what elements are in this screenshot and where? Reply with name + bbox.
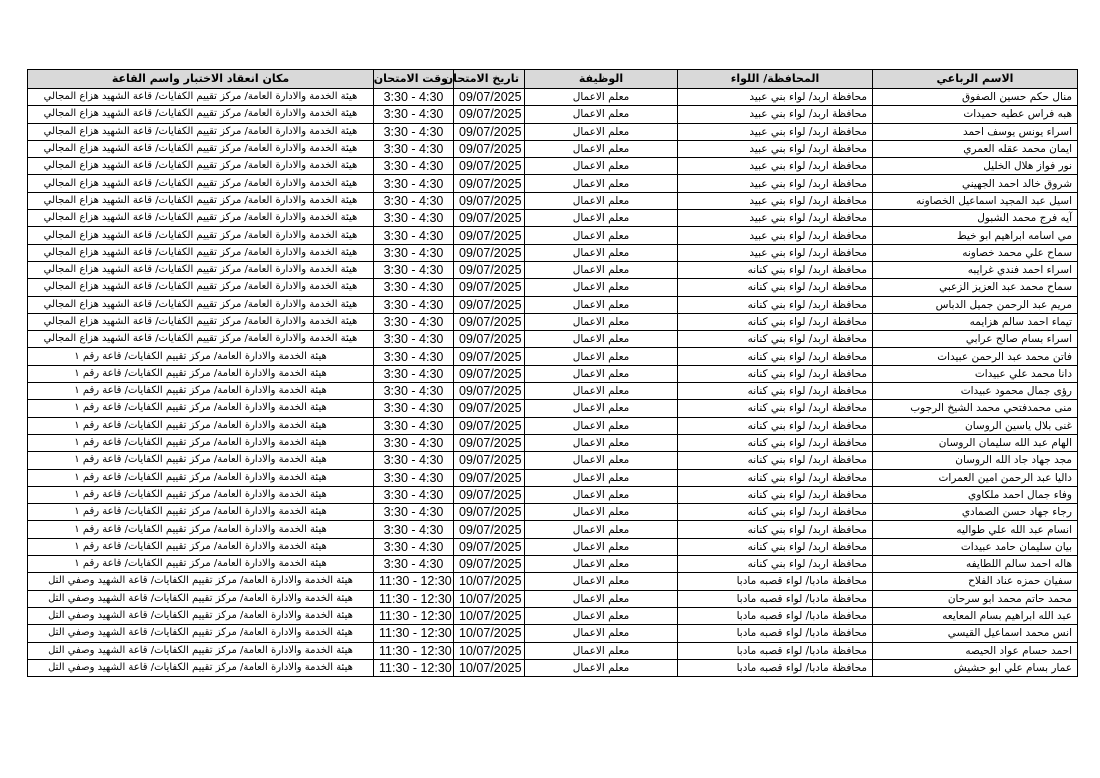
cell-exam-time: 3:30 - 4:30 — [374, 244, 454, 261]
cell-job: معلم الاعمال — [525, 140, 678, 157]
table-row — [28, 348, 1078, 365]
cell-exam-date: 10/07/2025 — [454, 625, 525, 642]
cell-name: غنى بلال ياسين الروسان — [873, 417, 1078, 434]
cell-exam-time: 3:30 - 4:30 — [374, 123, 454, 140]
cell-exam-time: 11:30 - 12:30 — [374, 590, 454, 607]
table-row — [28, 140, 1078, 157]
table-row — [28, 452, 1078, 469]
cell-exam-place: هيئة الخدمة والادارة العامة/ مركز تقييم الكفايات/ قاعة رقم ١ — [28, 434, 374, 451]
cell-exam-time: 11:30 - 12:30 — [374, 625, 454, 642]
cell-job: معلم الاعمال — [525, 659, 678, 676]
cell-exam-place: هيئة الخدمة والادارة العامة/ مركز تقييم الكفايات/ قاعة الشهيد وصفي التل — [28, 659, 374, 676]
cell-exam-place: هيئة الخدمة والادارة العامة/ مركز تقييم الكفايات/ قاعة رقم ١ — [28, 486, 374, 503]
cell-exam-place: هيئة الخدمة والادارة العامة/ مركز تقييم الكفايات/ قاعة الشهيد هزاع المجالي — [28, 244, 374, 261]
cell-governorate: محافظة اربد/ لواء بني عبيد — [678, 210, 873, 227]
cell-exam-date: 10/07/2025 — [454, 642, 525, 659]
cell-governorate: محافظة اربد/ لواء بني كنانه — [678, 469, 873, 486]
cell-exam-place: هيئة الخدمة والادارة العامة/ مركز تقييم الكفايات/ قاعة الشهيد هزاع المجالي — [28, 279, 374, 296]
cell-job: معلم الاعمال — [525, 158, 678, 175]
cell-name: هاله احمد سالم اللطايفه — [873, 556, 1078, 573]
cell-job: معلم الاعمال — [525, 89, 678, 106]
cell-exam-place: هيئة الخدمة والادارة العامة/ مركز تقييم الكفايات/ قاعة الشهيد هزاع المجالي — [28, 227, 374, 244]
cell-name: الهام عبد الله سليمان الروسان — [873, 434, 1078, 451]
cell-exam-date: 09/07/2025 — [454, 331, 525, 348]
cell-exam-time: 3:30 - 4:30 — [374, 175, 454, 192]
cell-job: معلم الاعمال — [525, 504, 678, 521]
table-row — [28, 227, 1078, 244]
cell-exam-time: 3:30 - 4:30 — [374, 504, 454, 521]
table-row — [28, 158, 1078, 175]
cell-name: آيه فرج محمد الشبول — [873, 210, 1078, 227]
cell-name: ايمان محمد عقله العمري — [873, 140, 1078, 157]
cell-governorate: محافظة اربد/ لواء بني كنانه — [678, 556, 873, 573]
cell-governorate: محافظة اربد/ لواء بني كنانه — [678, 383, 873, 400]
table-row — [28, 279, 1078, 296]
cell-job: معلم الاعمال — [525, 607, 678, 624]
cell-exam-time: 3:30 - 4:30 — [374, 521, 454, 538]
cell-name: محمد حاتم محمد ابو سرحان — [873, 590, 1078, 607]
cell-governorate: محافظة اربد/ لواء بني كنانه — [678, 417, 873, 434]
table-row — [28, 331, 1078, 348]
cell-exam-time: 3:30 - 4:30 — [374, 538, 454, 555]
cell-exam-time: 11:30 - 12:30 — [374, 659, 454, 676]
table-row — [28, 417, 1078, 434]
cell-exam-date: 09/07/2025 — [454, 417, 525, 434]
table-row — [28, 383, 1078, 400]
cell-governorate: محافظة اربد/ لواء بني كنانه — [678, 521, 873, 538]
cell-exam-place: هيئة الخدمة والادارة العامة/ مركز تقييم الكفايات/ قاعة رقم ١ — [28, 538, 374, 555]
cell-exam-place: هيئة الخدمة والادارة العامة/ مركز تقييم الكفايات/ قاعة الشهيد وصفي التل — [28, 590, 374, 607]
cell-name: سماح علي محمد خصاونه — [873, 244, 1078, 261]
cell-exam-date: 10/07/2025 — [454, 590, 525, 607]
cell-exam-time: 3:30 - 4:30 — [374, 279, 454, 296]
cell-job: معلم الاعمال — [525, 244, 678, 261]
exam-schedule-table — [27, 69, 1078, 677]
cell-governorate: محافظة مادبا/ لواء قصبه مادبا — [678, 625, 873, 642]
cell-job: معلم الاعمال — [525, 296, 678, 313]
cell-exam-time: 3:30 - 4:30 — [374, 89, 454, 106]
cell-exam-date: 09/07/2025 — [454, 123, 525, 140]
cell-governorate: محافظة اربد/ لواء بني كنانه — [678, 331, 873, 348]
cell-name: شروق خالد احمد الجهيني — [873, 175, 1078, 192]
cell-exam-date: 09/07/2025 — [454, 89, 525, 106]
cell-governorate: محافظة اربد/ لواء بني كنانه — [678, 348, 873, 365]
cell-job: معلم الاعمال — [525, 556, 678, 573]
table-row — [28, 538, 1078, 555]
cell-name: نور فواز هلال الخليل — [873, 158, 1078, 175]
cell-exam-place: هيئة الخدمة والادارة العامة/ مركز تقييم الكفايات/ قاعة الشهيد هزاع المجالي — [28, 192, 374, 209]
cell-name: منى محمدفتحي محمد الشيخ الرجوب — [873, 400, 1078, 417]
cell-job: معلم الاعمال — [525, 192, 678, 209]
cell-exam-place: هيئة الخدمة والادارة العامة/ مركز تقييم الكفايات/ قاعة الشهيد وصفي التل — [28, 642, 374, 659]
cell-governorate: محافظة اربد/ لواء بني عبيد — [678, 106, 873, 123]
header-governorate: المحافظة/ اللواء — [678, 70, 873, 89]
cell-job: معلم الاعمال — [525, 642, 678, 659]
cell-exam-date: 09/07/2025 — [454, 469, 525, 486]
cell-exam-place: هيئة الخدمة والادارة العامة/ مركز تقييم الكفايات/ قاعة رقم ١ — [28, 469, 374, 486]
cell-governorate: محافظة مادبا/ لواء قصبه مادبا — [678, 590, 873, 607]
cell-job: معلم الاعمال — [525, 313, 678, 330]
cell-exam-place: هيئة الخدمة والادارة العامة/ مركز تقييم الكفايات/ قاعة الشهيد هزاع المجالي — [28, 175, 374, 192]
cell-exam-place: هيئة الخدمة والادارة العامة/ مركز تقييم الكفايات/ قاعة الشهيد وصفي التل — [28, 573, 374, 590]
table-header-row — [28, 70, 1078, 89]
cell-job: معلم الاعمال — [525, 383, 678, 400]
cell-job: معلم الاعمال — [525, 521, 678, 538]
cell-job: معلم الاعمال — [525, 175, 678, 192]
cell-exam-time: 3:30 - 4:30 — [374, 452, 454, 469]
table-row — [28, 192, 1078, 209]
cell-exam-time: 3:30 - 4:30 — [374, 556, 454, 573]
cell-job: معلم الاعمال — [525, 469, 678, 486]
cell-exam-time: 3:30 - 4:30 — [374, 313, 454, 330]
cell-name: داليا عبد الرحمن امين العمرات — [873, 469, 1078, 486]
cell-governorate: محافظة اربد/ لواء بني كنانه — [678, 504, 873, 521]
table-row — [28, 313, 1078, 330]
cell-exam-place: هيئة الخدمة والادارة العامة/ مركز تقييم الكفايات/ قاعة الشهيد وصفي التل — [28, 625, 374, 642]
table-row — [28, 244, 1078, 261]
cell-exam-date: 09/07/2025 — [454, 383, 525, 400]
cell-job: معلم الاعمال — [525, 123, 678, 140]
exam-schedule-sheet — [27, 69, 1077, 677]
cell-name: اسراء يونس يوسف احمد — [873, 123, 1078, 140]
cell-name: هبه فراس عطيه حميدات — [873, 106, 1078, 123]
table-row — [28, 659, 1078, 676]
cell-job: معلم الاعمال — [525, 573, 678, 590]
cell-exam-date: 09/07/2025 — [454, 521, 525, 538]
cell-exam-date: 10/07/2025 — [454, 659, 525, 676]
cell-name: سماح محمد عبد العزيز الزعبي — [873, 279, 1078, 296]
table-row — [28, 486, 1078, 503]
cell-exam-place: هيئة الخدمة والادارة العامة/ مركز تقييم الكفايات/ قاعة الشهيد هزاع المجالي — [28, 331, 374, 348]
cell-exam-date: 09/07/2025 — [454, 365, 525, 382]
cell-exam-time: 3:30 - 4:30 — [374, 296, 454, 313]
cell-name: وفاء جمال احمد ملكاوي — [873, 486, 1078, 503]
cell-governorate: محافظة اربد/ لواء بني عبيد — [678, 244, 873, 261]
cell-exam-place: هيئة الخدمة والادارة العامة/ مركز تقييم الكفايات/ قاعة الشهيد هزاع المجالي — [28, 89, 374, 106]
cell-job: معلم الاعمال — [525, 486, 678, 503]
cell-governorate: محافظة اربد/ لواء بني كنانه — [678, 296, 873, 313]
cell-exam-place: هيئة الخدمة والادارة العامة/ مركز تقييم الكفايات/ قاعة الشهيد هزاع المجالي — [28, 261, 374, 278]
cell-name: منال حكم حسين الصفوق — [873, 89, 1078, 106]
cell-exam-time: 11:30 - 12:30 — [374, 642, 454, 659]
cell-exam-place: هيئة الخدمة والادارة العامة/ مركز تقييم الكفايات/ قاعة رقم ١ — [28, 348, 374, 365]
cell-name: مي اسامه ابراهيم ابو خيط — [873, 227, 1078, 244]
table-row — [28, 590, 1078, 607]
cell-job: معلم الاعمال — [525, 331, 678, 348]
cell-name: اسراء احمد فندي غرايبه — [873, 261, 1078, 278]
cell-governorate: محافظة اربد/ لواء بني عبيد — [678, 227, 873, 244]
cell-exam-date: 10/07/2025 — [454, 607, 525, 624]
table-row — [28, 469, 1078, 486]
cell-governorate: محافظة اربد/ لواء بني كنانه — [678, 486, 873, 503]
cell-job: معلم الاعمال — [525, 106, 678, 123]
cell-exam-date: 09/07/2025 — [454, 313, 525, 330]
cell-exam-place: هيئة الخدمة والادارة العامة/ مركز تقييم الكفايات/ قاعة رقم ١ — [28, 417, 374, 434]
cell-name: بيان سليمان حامد عبيدات — [873, 538, 1078, 555]
cell-exam-time: 11:30 - 12:30 — [374, 607, 454, 624]
header-name: الاسم الرباعي — [873, 70, 1078, 89]
cell-exam-time: 3:30 - 4:30 — [374, 140, 454, 157]
cell-exam-time: 11:30 - 12:30 — [374, 573, 454, 590]
cell-name: اسراء بسام صالح عرابي — [873, 331, 1078, 348]
cell-job: معلم الاعمال — [525, 365, 678, 382]
cell-name: احمد حسام عواد الحيصه — [873, 642, 1078, 659]
cell-exam-time: 3:30 - 4:30 — [374, 210, 454, 227]
cell-exam-time: 3:30 - 4:30 — [374, 365, 454, 382]
table-row — [28, 573, 1078, 590]
cell-name: سفيان حمزه عناد الفلاح — [873, 573, 1078, 590]
cell-name: عبد الله ابراهيم بسام المعايعه — [873, 607, 1078, 624]
cell-exam-date: 09/07/2025 — [454, 106, 525, 123]
cell-name: اسيل عبد المجيد اسماعيل الخصاونه — [873, 192, 1078, 209]
cell-exam-place: هيئة الخدمة والادارة العامة/ مركز تقييم الكفايات/ قاعة الشهيد هزاع المجالي — [28, 313, 374, 330]
cell-name: رجاء جهاد حسن الصمادي — [873, 504, 1078, 521]
cell-exam-date: 09/07/2025 — [454, 486, 525, 503]
cell-exam-date: 09/07/2025 — [454, 210, 525, 227]
cell-exam-date: 09/07/2025 — [454, 192, 525, 209]
cell-exam-time: 3:30 - 4:30 — [374, 469, 454, 486]
cell-exam-time: 3:30 - 4:30 — [374, 434, 454, 451]
cell-exam-date: 09/07/2025 — [454, 538, 525, 555]
cell-exam-date: 09/07/2025 — [454, 348, 525, 365]
cell-exam-date: 09/07/2025 — [454, 227, 525, 244]
cell-exam-date: 09/07/2025 — [454, 261, 525, 278]
table-row — [28, 261, 1078, 278]
table-row — [28, 642, 1078, 659]
table-row — [28, 504, 1078, 521]
table-row — [28, 365, 1078, 382]
table-row — [28, 106, 1078, 123]
header-exam-place: مكان انعقاد الاختبار واسم القاعة — [28, 70, 374, 89]
cell-job: معلم الاعمال — [525, 417, 678, 434]
table-row — [28, 625, 1078, 642]
cell-exam-time: 3:30 - 4:30 — [374, 106, 454, 123]
table-row — [28, 123, 1078, 140]
cell-exam-place: هيئة الخدمة والادارة العامة/ مركز تقييم الكفايات/ قاعة الشهيد هزاع المجالي — [28, 158, 374, 175]
cell-job: معلم الاعمال — [525, 400, 678, 417]
cell-job: معلم الاعمال — [525, 452, 678, 469]
cell-name: تيماء احمد سالم هزايمه — [873, 313, 1078, 330]
cell-governorate: محافظة اربد/ لواء بني عبيد — [678, 140, 873, 157]
cell-exam-time: 3:30 - 4:30 — [374, 417, 454, 434]
cell-exam-place: هيئة الخدمة والادارة العامة/ مركز تقييم الكفايات/ قاعة رقم ١ — [28, 365, 374, 382]
cell-exam-place: هيئة الخدمة والادارة العامة/ مركز تقييم الكفايات/ قاعة الشهيد هزاع المجالي — [28, 210, 374, 227]
cell-exam-date: 09/07/2025 — [454, 296, 525, 313]
cell-exam-place: هيئة الخدمة والادارة العامة/ مركز تقييم الكفايات/ قاعة الشهيد هزاع المجالي — [28, 140, 374, 157]
table-row — [28, 556, 1078, 573]
cell-name: دانا محمد علي عبيدات — [873, 365, 1078, 382]
cell-name: مجد جهاد جاد الله الروسان — [873, 452, 1078, 469]
cell-name: رؤى جمال محمود عبيدات — [873, 383, 1078, 400]
cell-job: معلم الاعمال — [525, 227, 678, 244]
cell-exam-place: هيئة الخدمة والادارة العامة/ مركز تقييم الكفايات/ قاعة رقم ١ — [28, 556, 374, 573]
cell-name: عمار بسام علي ابو حشيش — [873, 659, 1078, 676]
cell-exam-place: هيئة الخدمة والادارة العامة/ مركز تقييم الكفايات/ قاعة رقم ١ — [28, 521, 374, 538]
cell-governorate: محافظة مادبا/ لواء قصبه مادبا — [678, 642, 873, 659]
cell-governorate: محافظة اربد/ لواء بني كنانه — [678, 365, 873, 382]
header-exam-date: تاريخ الامتحان — [454, 70, 525, 89]
table-row — [28, 521, 1078, 538]
cell-exam-time: 3:30 - 4:30 — [374, 261, 454, 278]
cell-exam-place: هيئة الخدمة والادارة العامة/ مركز تقييم الكفايات/ قاعة الشهيد هزاع المجالي — [28, 106, 374, 123]
cell-governorate: محافظة مادبا/ لواء قصبه مادبا — [678, 573, 873, 590]
cell-job: معلم الاعمال — [525, 538, 678, 555]
cell-exam-time: 3:30 - 4:30 — [374, 383, 454, 400]
cell-job: معلم الاعمال — [525, 348, 678, 365]
cell-exam-time: 3:30 - 4:30 — [374, 331, 454, 348]
cell-governorate: محافظة مادبا/ لواء قصبه مادبا — [678, 659, 873, 676]
cell-exam-place: هيئة الخدمة والادارة العامة/ مركز تقييم الكفايات/ قاعة رقم ١ — [28, 452, 374, 469]
cell-exam-date: 09/07/2025 — [454, 400, 525, 417]
cell-exam-time: 3:30 - 4:30 — [374, 227, 454, 244]
cell-exam-place: هيئة الخدمة والادارة العامة/ مركز تقييم الكفايات/ قاعة الشهيد وصفي التل — [28, 607, 374, 624]
cell-exam-place: هيئة الخدمة والادارة العامة/ مركز تقييم الكفايات/ قاعة الشهيد هزاع المجالي — [28, 296, 374, 313]
cell-governorate: محافظة اربد/ لواء بني عبيد — [678, 89, 873, 106]
cell-exam-date: 09/07/2025 — [454, 434, 525, 451]
cell-exam-date: 09/07/2025 — [454, 158, 525, 175]
cell-exam-date: 09/07/2025 — [454, 175, 525, 192]
table-row — [28, 400, 1078, 417]
cell-job: معلم الاعمال — [525, 210, 678, 227]
cell-name: مريم عبد الرحمن جميل الدباس — [873, 296, 1078, 313]
cell-governorate: محافظة اربد/ لواء بني كنانه — [678, 313, 873, 330]
cell-governorate: محافظة اربد/ لواء بني كنانه — [678, 261, 873, 278]
cell-exam-time: 3:30 - 4:30 — [374, 400, 454, 417]
cell-exam-place: هيئة الخدمة والادارة العامة/ مركز تقييم الكفايات/ قاعة رقم ١ — [28, 383, 374, 400]
cell-exam-time: 3:30 - 4:30 — [374, 158, 454, 175]
table-row — [28, 210, 1078, 227]
cell-governorate: محافظة اربد/ لواء بني كنانه — [678, 452, 873, 469]
cell-governorate: محافظة اربد/ لواء بني كنانه — [678, 538, 873, 555]
cell-exam-time: 3:30 - 4:30 — [374, 192, 454, 209]
cell-name: فاتن محمد عبد الرحمن عبيدات — [873, 348, 1078, 365]
cell-name: انسام عبد الله علي طواليه — [873, 521, 1078, 538]
cell-job: معلم الاعمال — [525, 434, 678, 451]
cell-governorate: محافظة اربد/ لواء بني عبيد — [678, 192, 873, 209]
cell-exam-date: 09/07/2025 — [454, 556, 525, 573]
table-row — [28, 296, 1078, 313]
cell-governorate: محافظة اربد/ لواء بني عبيد — [678, 175, 873, 192]
cell-exam-date: 09/07/2025 — [454, 140, 525, 157]
cell-job: معلم الاعمال — [525, 261, 678, 278]
cell-governorate: محافظة اربد/ لواء بني كنانه — [678, 434, 873, 451]
cell-exam-time: 3:30 - 4:30 — [374, 486, 454, 503]
table-row — [28, 175, 1078, 192]
cell-exam-place: هيئة الخدمة والادارة العامة/ مركز تقييم الكفايات/ قاعة رقم ١ — [28, 504, 374, 521]
cell-exam-date: 09/07/2025 — [454, 504, 525, 521]
cell-governorate: محافظة اربد/ لواء بني كنانه — [678, 400, 873, 417]
header-exam-time: وقت الامتحان — [374, 70, 454, 89]
cell-exam-date: 09/07/2025 — [454, 279, 525, 296]
table-row — [28, 607, 1078, 624]
cell-exam-date: 09/07/2025 — [454, 244, 525, 261]
cell-governorate: محافظة اربد/ لواء بني كنانه — [678, 279, 873, 296]
cell-exam-time: 3:30 - 4:30 — [374, 348, 454, 365]
cell-governorate: محافظة اربد/ لواء بني عبيد — [678, 158, 873, 175]
table-row — [28, 434, 1078, 451]
cell-exam-place: هيئة الخدمة والادارة العامة/ مركز تقييم الكفايات/ قاعة رقم ١ — [28, 400, 374, 417]
cell-name: انس محمد اسماعيل القيسي — [873, 625, 1078, 642]
cell-job: معلم الاعمال — [525, 590, 678, 607]
cell-job: معلم الاعمال — [525, 279, 678, 296]
cell-governorate: محافظة مادبا/ لواء قصبه مادبا — [678, 607, 873, 624]
cell-job: معلم الاعمال — [525, 625, 678, 642]
cell-exam-place: هيئة الخدمة والادارة العامة/ مركز تقييم الكفايات/ قاعة الشهيد هزاع المجالي — [28, 123, 374, 140]
cell-governorate: محافظة اربد/ لواء بني عبيد — [678, 123, 873, 140]
header-job: الوظيفة — [525, 70, 678, 89]
cell-exam-date: 10/07/2025 — [454, 573, 525, 590]
table-row — [28, 89, 1078, 106]
cell-exam-date: 09/07/2025 — [454, 452, 525, 469]
